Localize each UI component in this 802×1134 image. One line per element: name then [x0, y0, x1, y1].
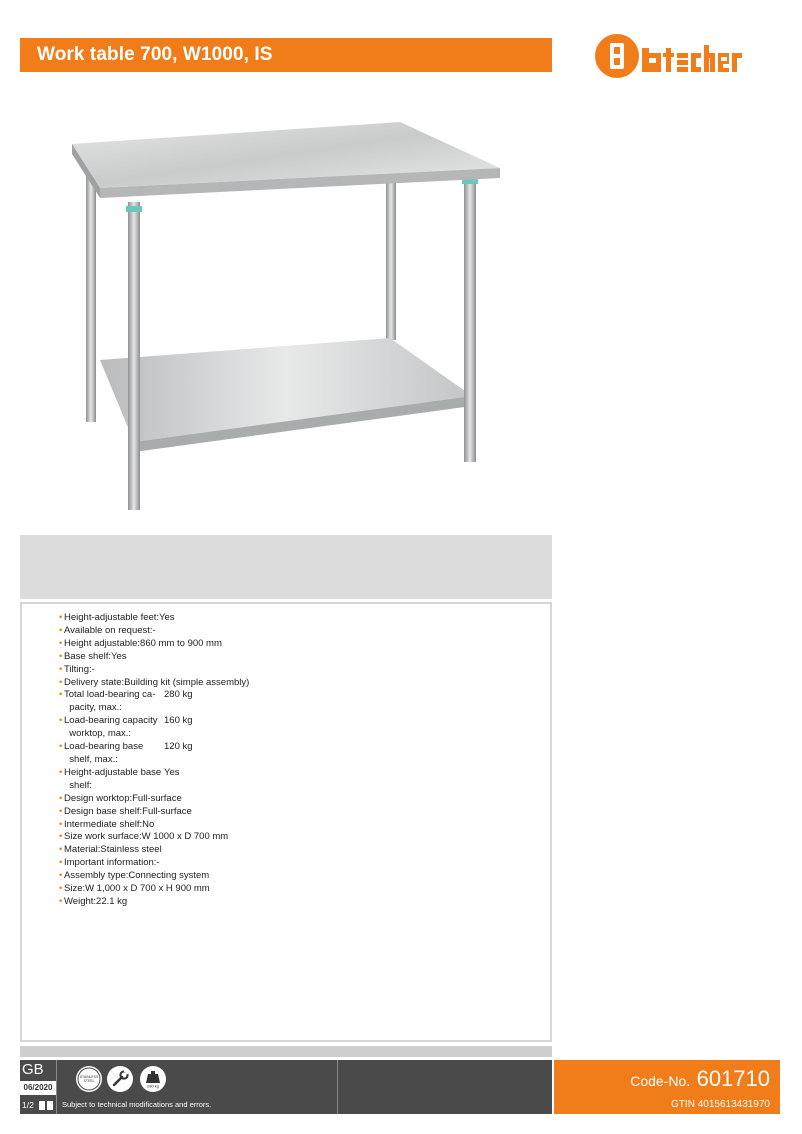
disclaimer-text: Subject to technical modifications and errors. [62, 1100, 212, 1109]
list-item: • Height-adjustable base shelf: Yes [59, 766, 180, 791]
list-item: • Weight:22.1 kg [59, 895, 128, 907]
code-value: 601710 [696, 1066, 770, 1091]
list-item: • Design base shelf:Full-surface [59, 805, 192, 817]
list-item: • Available on request:- [59, 624, 156, 636]
footer-divider [56, 1060, 57, 1114]
bartscher-logo [590, 26, 770, 86]
list-item: • Height-adjustable feet:Yes [59, 612, 175, 623]
separator-strip [20, 1046, 552, 1057]
code-number [630, 1066, 770, 1092]
list-item: • Height adjustable:860 mm to 900 mm [59, 637, 222, 649]
svg-text:STAINLESS: STAINLESS [79, 1075, 99, 1079]
list-item: • Material:Stainless steel [59, 844, 162, 856]
list-item: • Load-bearing capacity worktop, max.: 160 kg [59, 715, 193, 740]
specifications-panel [20, 602, 552, 1042]
list-item: • Base shelf:Yes [59, 650, 127, 662]
list-item: • Load-bearing base shelf, max.: 120 kg [59, 741, 193, 765]
gtin-number: GTIN 4015613431970 [671, 1099, 770, 1110]
language-badge [20, 1060, 56, 1114]
load-capacity-icon [140, 1066, 166, 1092]
list-item: • Design worktop:Full-surface [59, 792, 182, 804]
description-box [20, 535, 552, 599]
list-item: • Intermediate shelf:No [59, 818, 155, 830]
language-code: GB [22, 1061, 44, 1078]
list-item: • Assembly type:Connecting system [59, 870, 210, 882]
wrench-icon [107, 1066, 133, 1092]
svg-text:280 kg: 280 kg [146, 1083, 160, 1089]
svg-text:STEEL: STEEL [83, 1079, 95, 1083]
document-date: 06/2020 [20, 1081, 56, 1095]
spec-list [60, 612, 550, 909]
work-table-image [60, 110, 510, 520]
footer-divider [337, 1060, 338, 1114]
page-title: Work table 700, W1000, IS [20, 38, 552, 72]
product-code-panel [554, 1060, 780, 1114]
stainless-steel-icon [76, 1066, 102, 1092]
list-item: • Total load-bearing ca- pacity, max.: 280 kg [59, 689, 193, 714]
list-item: • Size work surface:W 1000 x D 700 mm [59, 831, 229, 843]
list-item: • Size:W 1,000 x D 700 x H 900 mm [59, 883, 210, 895]
code-label: Code-No. [630, 1073, 691, 1089]
page-icon [39, 1101, 53, 1110]
list-item: • Important information:- [59, 857, 160, 869]
page-number: 1/2 [22, 1100, 34, 1110]
list-item: • Tilting:- [59, 663, 95, 675]
list-item: • Delivery state:Building kit (simple assembly) [59, 676, 250, 688]
